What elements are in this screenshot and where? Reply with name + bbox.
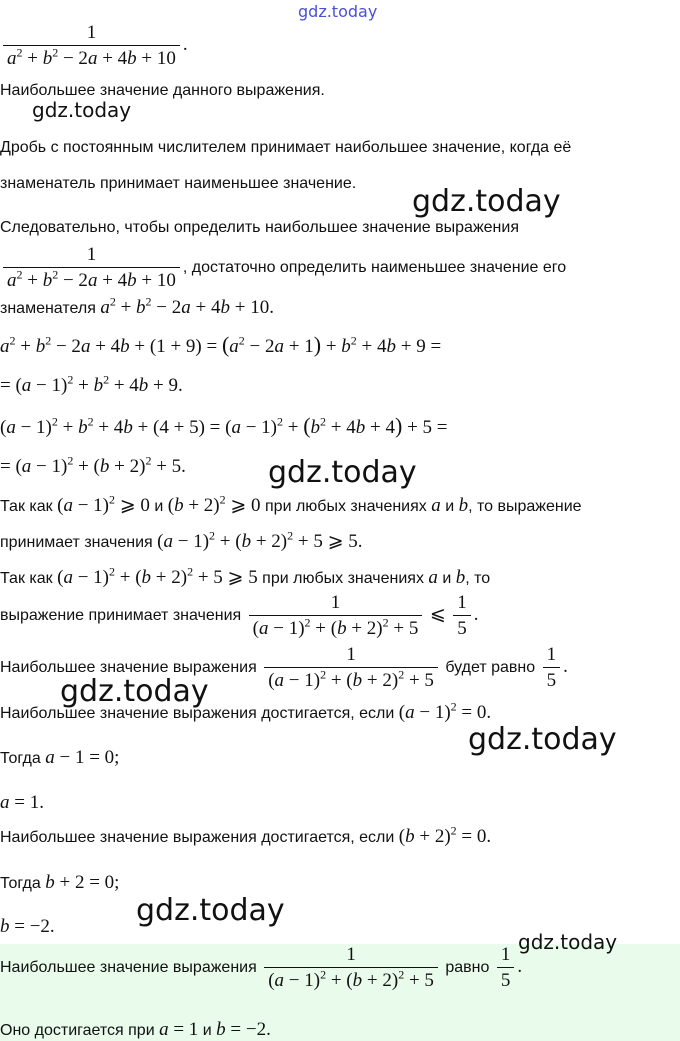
text-span: и [202,1022,212,1039]
text-span: Тогда [0,875,41,892]
text-span: и [442,570,452,587]
math-line: a = 1. [0,792,44,813]
text-span: , достаточно определить наименьшее значение его [182,259,567,277]
text-span: Оно достигается при [0,1022,155,1039]
text-span: Так как [0,498,53,515]
text-span: Наибольшее значение выражения достигается, если [0,705,395,722]
text-line: Наибольшее значение выражения $\frac{1}{(a - 1)^2 + (b + 2)^2 + 5}$ будет равно $\frac{1}{5}$ . [0,644,568,691]
text-line: Дробь с постоянным числителем принимает наибольшее значение, когда её [0,139,572,156]
text-line: Наибольшее значение данного выражения. [0,82,325,99]
expression-top: $\frac{1}{a^2 + b^2 - 2a + 4b + 10}$ . [0,22,188,70]
text-line: Тогда b + 2 = 0; [0,872,120,893]
text-line: принимает значения $(a - 1)^2 + (b + 2)^2 + 5$ ⩾ 5. [0,528,363,552]
answer-line: Оно достигается при a = 1 и b = −2. [0,1019,271,1040]
text-line: выражение принимает значения $\frac{1}{(a - 1)^2 + (b + 2)^2 + 5}$ ⩽ $\frac{1}{5}$ . [0,592,479,639]
math-line: = $(a - 1)^2 + (b + 2)^2 + 5$. [0,453,186,477]
watermark: gdz.today [136,893,285,928]
expression-line: $\frac{1}{a^2 + b^2 - 2a + 4b + 10}$ , достаточно определить наименьшее значение его [0,244,566,292]
math-line: = $(a - 1)^2 + b^2 + 4b + 9$. [0,372,183,396]
text-span: , то [465,570,491,587]
watermark: gdz.today [298,2,378,21]
watermark: gdz.today [412,184,561,219]
watermark: gdz.today [32,98,132,122]
text-span: и [445,498,455,515]
text-span: при любых значениях [262,570,424,587]
text-span: и [154,498,164,515]
watermark: gdz.today [518,930,618,954]
text-span: будет равно [445,659,536,677]
math-line: $a^2 + b^2 - 2a + 4b + (1 + 9) = (a^2 - 2a + 1) + b^2 + 4b + 9$ = [0,332,442,357]
text-line: Наибольшее значение выражения достигается, если $(b + 2)^2 = 0$. [0,823,492,847]
text-line: Наибольшее значение выражения достигается, если $(a - 1)^2 = 0$. [0,699,492,723]
text-line: Так как $(a - 1)^2$ ⩾ 0 и $(b + 2)^2$ ⩾ 0 при любых значениях a и b, то выражение [0,492,582,516]
text-span: Тогда [0,750,41,767]
answer-line: Наибольшее значение выражения $\frac{1}{(a - 1)^2 + (b + 2)^2 + 5}$ равно $\frac{1}{5}$ . [0,944,523,991]
text-span: выражение принимает значения [0,607,242,625]
text-span: принимает значения [0,534,153,551]
text-span: знаменателя [0,300,96,317]
text-line: Так как $(a - 1)^2 + (b + 2)^2 + 5$ ⩾ 5 при любых значениях a и b, то [0,564,491,588]
text-line: знаменателя $a^2 + b^2 - 2a + 4b + 10$. [0,294,274,318]
watermark: gdz.today [60,674,209,709]
watermark: gdz.today [468,722,617,757]
text-line: Следовательно, чтобы определить наибольшее значение выражения [0,219,519,236]
text-span: Наибольшее значение выражения достигается, если [0,829,395,846]
text-span: равно [445,959,490,977]
text-span: Наибольшее значение выражения [0,959,257,977]
text-span: Так как [0,570,53,587]
math-line: $(a - 1)^2 + b^2 + 4b + (4 + 5) = (a - 1)^2 + (b^2 + 4b + 4) + 5$ = [0,413,448,438]
watermark: gdz.today [268,455,417,490]
text-line: Тогда a − 1 = 0; [0,747,120,768]
text-span: , то выражение [468,498,582,515]
math-line: b = −2. [0,916,55,937]
text-span: при любых значениях [265,498,427,515]
text-span: Наибольшее значение выражения [0,659,257,677]
text-line: знаменатель принимает наименьшее значение. [0,175,357,192]
